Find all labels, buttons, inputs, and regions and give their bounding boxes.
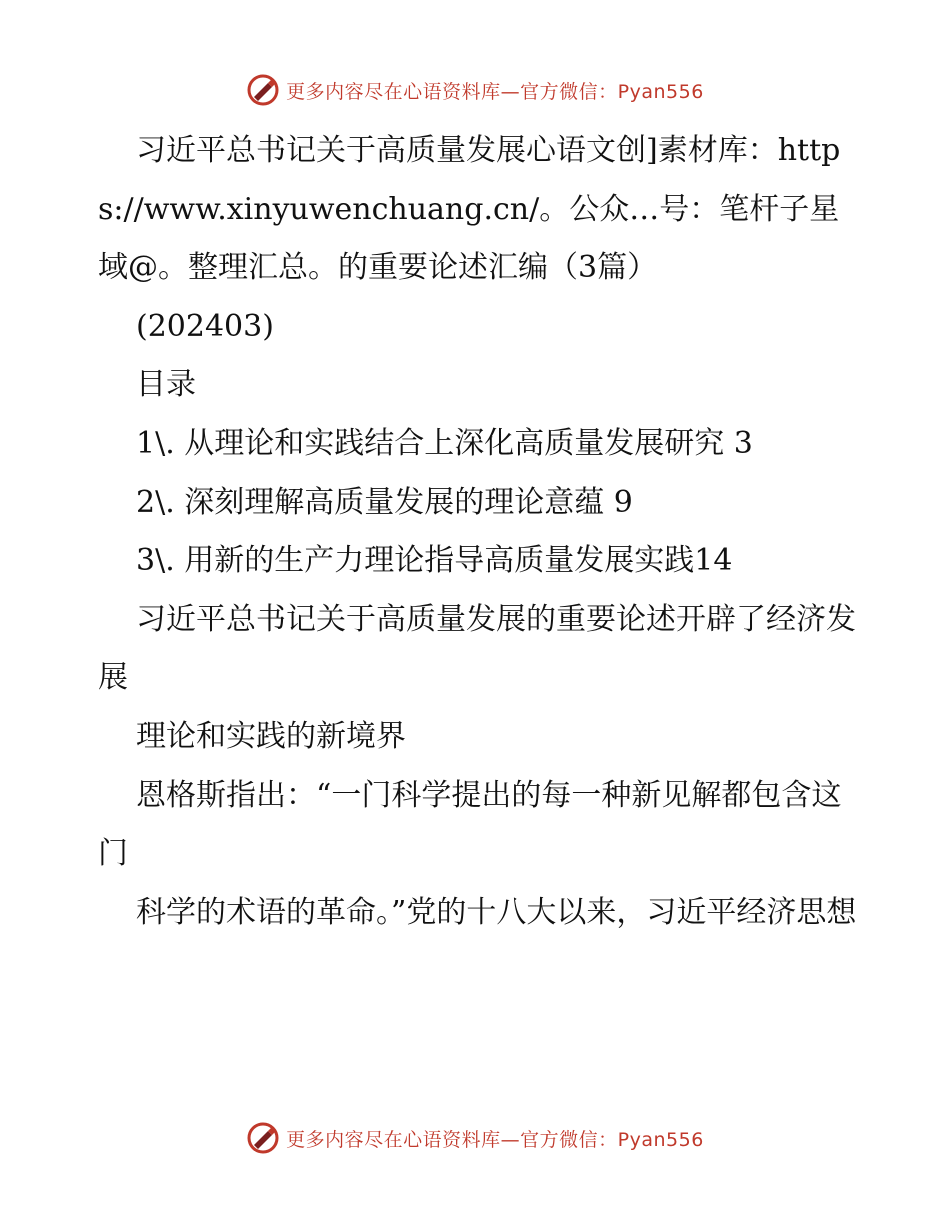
logo-icon [246,1121,280,1155]
toc-item: 1\. 从理论和实践结合上深化高质量发展研究 3 [136,425,753,461]
document-date: (202403) [136,308,274,344]
header-watermark-text: 更多内容尽在心语资料库—官方微信：Pyan556 [286,80,704,103]
body-paragraph: 科学的术语的革命。”党的十八大以来，习近平经济思想 [136,894,857,930]
logo-icon [246,73,280,107]
header-watermark-banner [0,70,950,110]
toc-heading: 目录 [136,367,196,403]
body-paragraph: 习近平总书记关于高质量发展的重要论述开辟了经济发展 [98,601,856,696]
toc-item: 2\. 深刻理解高质量发展的理论意蕴 9 [136,484,633,520]
body-paragraph: 恩格斯指出：“一门科学提出的每一种新见解都包含这门 [98,777,842,872]
footer-watermark-text: 更多内容尽在心语资料库—官方微信：Pyan556 [286,1128,704,1151]
footer-watermark-banner [0,1118,950,1158]
toc-item: 3\. 用新的生产力理论指导高质量发展实践14 [136,543,733,579]
body-paragraph: 理论和实践的新境界 [136,718,406,754]
document-body [98,122,858,942]
document-title: 习近平总书记关于高质量发展心语文创]素材库：https://www.xinyuwenchuang.cn/。公众…号：笔杆子星域@。整理汇总。的重要论述汇编（3篇） [98,133,841,286]
